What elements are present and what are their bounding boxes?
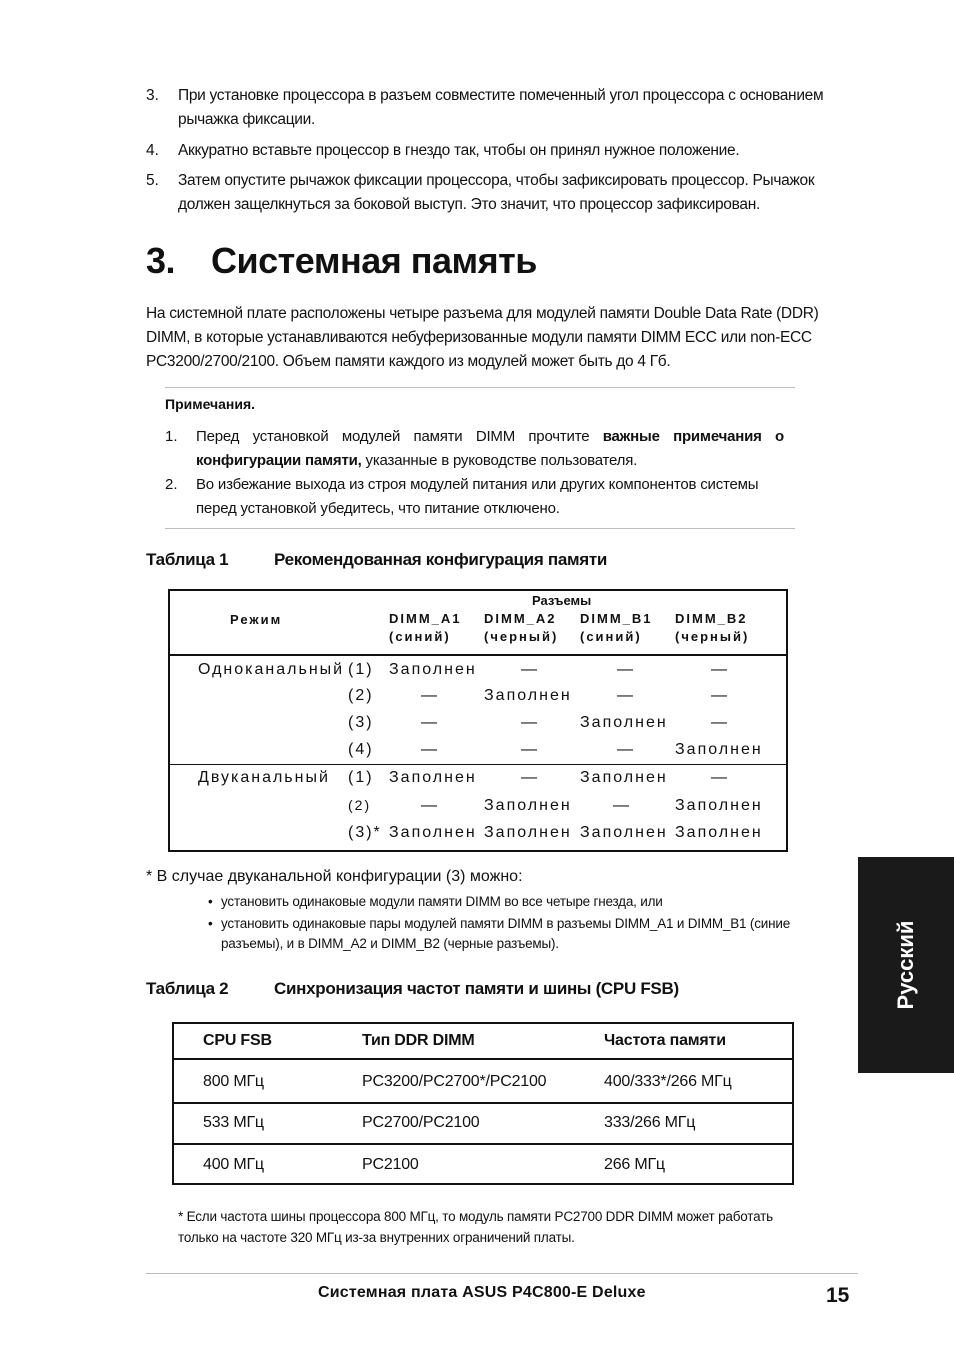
row-index: (2) xyxy=(348,797,372,813)
cell: — xyxy=(421,741,439,758)
note-text xyxy=(196,425,784,473)
cell: Заполнен xyxy=(580,824,668,841)
col-header-dimm-a2: DIMM_A2 xyxy=(484,611,557,626)
cell: 400 МГц xyxy=(203,1156,264,1173)
table2-number: Таблица 2 xyxy=(146,979,229,998)
row-index: (2) xyxy=(348,687,374,704)
row-index: (4) xyxy=(348,741,374,758)
table2-title: Синхронизация частот памяти и шины (CPU FSB) xyxy=(274,979,679,998)
cell: Заполнен xyxy=(484,824,572,841)
table1-number: Таблица 1 xyxy=(146,550,229,569)
cell: — xyxy=(711,714,729,731)
cell: — xyxy=(711,769,729,786)
language-label: Русский xyxy=(893,920,918,1010)
cell: — xyxy=(521,741,539,758)
cell: Заполнен xyxy=(484,797,572,814)
slots-header: Разъемы xyxy=(532,593,592,608)
footer-title: Системная плата ASUS P4C800-E Deluxe xyxy=(318,1284,646,1301)
col-header-mem-freq: Частота памяти xyxy=(604,1032,726,1049)
group-divider xyxy=(170,764,786,765)
section-number: 3. xyxy=(146,240,176,281)
col-header-color-a1: (синий) xyxy=(389,629,451,644)
cell: — xyxy=(421,714,439,731)
mode-header: Режим xyxy=(230,612,283,627)
cell: — xyxy=(521,661,539,678)
language-side-tab xyxy=(858,857,954,1073)
mode-dual-channel: Двуканальный xyxy=(198,769,330,786)
bullet-dot: • xyxy=(208,894,213,909)
cell: Заполнен xyxy=(580,769,668,786)
note-number: 1. xyxy=(165,428,178,445)
cell: — xyxy=(617,687,635,704)
col-header-dimm-b2: DIMM_B2 xyxy=(675,611,748,626)
cell: PC2100 xyxy=(362,1156,419,1173)
note-text: Во избежание выхода из строя модулей питания или других компонентов системы перед установкой убедитесь, что питание отключено. xyxy=(196,476,759,517)
col-header-ddr-type: Тип DDR DIMM xyxy=(362,1032,475,1049)
cell: — xyxy=(617,661,635,678)
row-index: (3)* xyxy=(348,824,382,841)
cell: — xyxy=(521,714,539,731)
cell: PC3200/PC2700*/PC2100 xyxy=(362,1073,547,1090)
cell: Заполнен xyxy=(484,687,572,704)
bullet-text: установить одинаковые модули памяти DIMM во все четыре гнезда, или xyxy=(221,894,663,909)
bullet-text: установить одинаковые пары модулей памяти DIMM в разъемы DIMM_A1 и DIMM_B1 (синие разъемы), и в DIMM_A2 и DIMM_B2 (черные разъемы). xyxy=(221,916,791,951)
cell: 333/266 МГц xyxy=(604,1114,696,1131)
cell: 800 МГц xyxy=(203,1073,264,1090)
step-number: 3. xyxy=(146,87,159,104)
cell: Заполнен xyxy=(389,769,477,786)
header-divider xyxy=(174,1058,792,1060)
cell: — xyxy=(521,769,539,786)
step-number: 4. xyxy=(146,142,159,159)
col-header-color-a2: (черный) xyxy=(484,629,559,644)
mode-single-channel: Одноканальный xyxy=(198,661,345,678)
step-number: 5. xyxy=(146,172,159,189)
note-text-pre: Перед установкой модулей памяти DIMM прочтите xyxy=(196,428,603,445)
table1-footnote: * В случае двуканальной конфигурации (3) можно: xyxy=(146,868,523,885)
fsb-sync-table xyxy=(172,1022,794,1185)
row-index: (3) xyxy=(348,714,374,731)
cell: Заполнен xyxy=(675,824,763,841)
memory-config-table xyxy=(168,589,788,852)
note-text-post: указанные в руководстве пользователя. xyxy=(361,452,638,469)
footer-rule xyxy=(146,1273,858,1274)
notes-title: Примечания. xyxy=(165,396,256,412)
bullet-dot: • xyxy=(208,916,213,931)
row-divider xyxy=(174,1143,792,1145)
cell: Заполнен xyxy=(675,797,763,814)
cell: 533 МГц xyxy=(203,1114,264,1131)
row-index: (1) xyxy=(348,769,374,786)
cell: Заполнен xyxy=(580,714,668,731)
cell: — xyxy=(421,797,439,814)
cell: 400/333*/266 МГц xyxy=(604,1073,732,1090)
cell: Заполнен xyxy=(389,661,477,678)
cell: — xyxy=(613,797,631,814)
cell: — xyxy=(711,687,729,704)
cell: 266 МГц xyxy=(604,1156,665,1173)
step-text: При установке процессора в разъем совместите помеченный угол процессора с основанием рычажка фиксации. xyxy=(178,87,824,128)
col-header-cpu-fsb: CPU FSB xyxy=(203,1032,272,1049)
table1-title: Рекомендованная конфигурация памяти xyxy=(274,550,608,569)
note-text-bold: важные примечания о конфигурации памяти, xyxy=(196,428,784,469)
cell: PC2700/PC2100 xyxy=(362,1114,480,1131)
intro-paragraph: На системной плате расположены четыре разъема для модулей памяти Double Data Rate (DDR) DIMM, в которые устанавливаются небуферизованные модули памяти DIMM ECC или non-ECC PC3200/2700/2100. Объем памяти каждого из модулей может быть до 4 Гб. xyxy=(146,305,819,370)
note-number: 2. xyxy=(165,476,178,493)
row-index: (1) xyxy=(348,661,374,678)
table2-footnote: * Если частота шины процессора 800 МГц, то модуль памяти PC2700 DDR DIMM может работать только на частоте 320 МГц из-за внутренних ограничений платы. xyxy=(178,1209,773,1245)
cell: — xyxy=(711,661,729,678)
row-divider xyxy=(174,1102,792,1104)
cell: Заполнен xyxy=(675,741,763,758)
page-number: 15 xyxy=(826,1284,850,1307)
col-header-color-b1: (синий) xyxy=(580,629,642,644)
col-header-dimm-a1: DIMM_A1 xyxy=(389,611,462,626)
section-title: Системная память xyxy=(211,240,537,281)
header-divider xyxy=(170,654,786,656)
col-header-color-b2: (черный) xyxy=(675,629,750,644)
col-header-dimm-b1: DIMM_B1 xyxy=(580,611,653,626)
notes-top-rule xyxy=(165,387,795,388)
cell: — xyxy=(421,687,439,704)
cell: — xyxy=(617,741,635,758)
step-text: Затем опустите рычажок фиксации процессора, чтобы зафиксировать процессор. Рычажок должен защелкнуться за боковой выступ. Это значит, что процессор зафиксирован. xyxy=(178,172,815,213)
step-text: Аккуратно вставьте процессор в гнездо так, чтобы он принял нужное положение. xyxy=(178,142,740,159)
notes-bottom-rule xyxy=(165,528,795,529)
cell: Заполнен xyxy=(389,824,477,841)
